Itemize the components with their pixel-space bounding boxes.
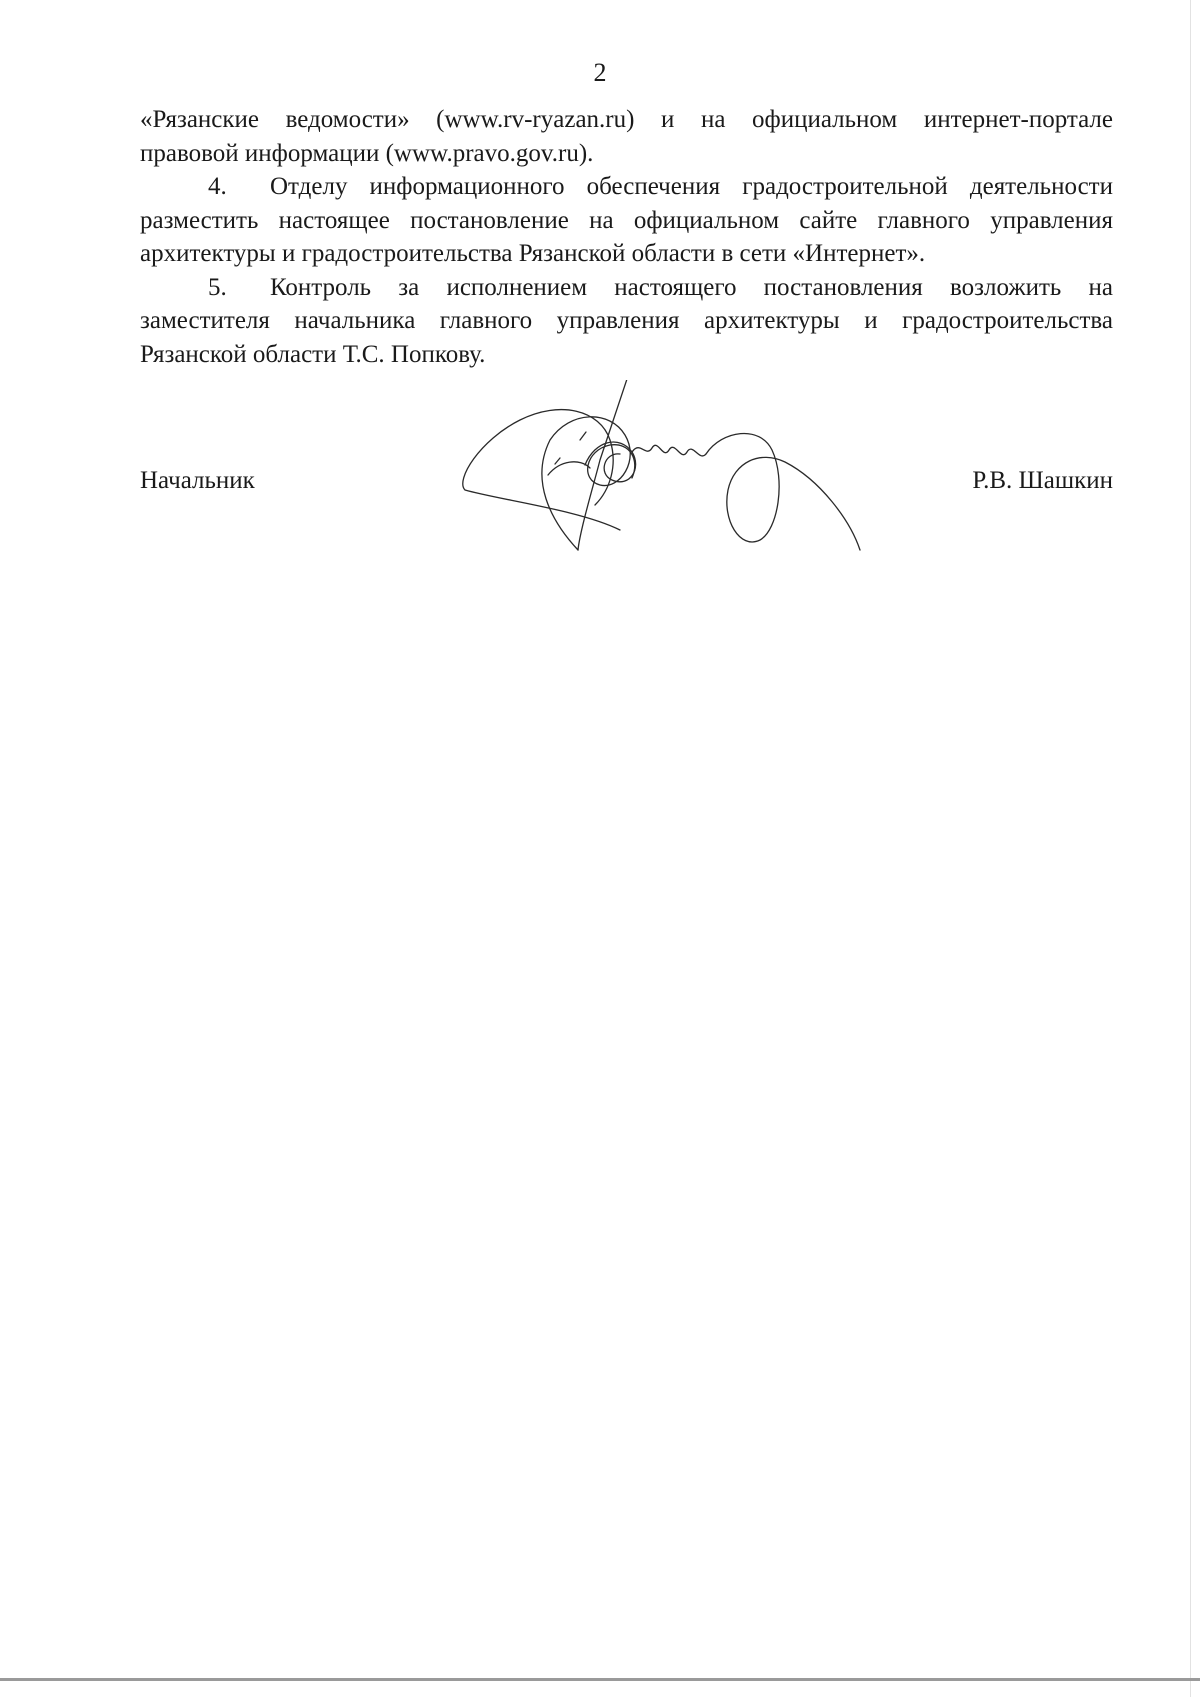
document-body xyxy=(140,103,1113,371)
paragraph-item-4 xyxy=(140,170,1113,271)
item-text-5: Контроль за исполнением настоящего постановления возложить на заместителя начальника главного управления архитектуры и градостроительства Рязанской области Т.С. Попкову. xyxy=(140,273,1113,368)
item-text-4: Отделу информационного обеспечения градостроительной деятельности разместить настоящее постановление на официальном сайте главного управления архитектуры и градостроительства Рязанской области в сети «Интернет». xyxy=(140,173,1113,267)
scan-edge xyxy=(1190,0,1191,1697)
handwritten-signature xyxy=(460,380,880,590)
page-number: 2 xyxy=(593,58,607,87)
item-number-4: 4. xyxy=(208,173,227,200)
signatory-name: Р.В. Шашкин xyxy=(972,467,1113,494)
paragraph-continuation-line1: «Рязанские ведомости» (www.rv-ryazan.ru) и на официальном интернет-портале xyxy=(140,106,1113,133)
paragraph-item-5 xyxy=(140,271,1113,372)
signatory-title: Начальник xyxy=(140,467,255,494)
item-number-5: 5. xyxy=(208,273,227,301)
paragraph-continuation-line2: правовой информации (www.pravo.gov.ru). xyxy=(140,139,594,167)
scan-bottom-line xyxy=(0,1678,1200,1681)
